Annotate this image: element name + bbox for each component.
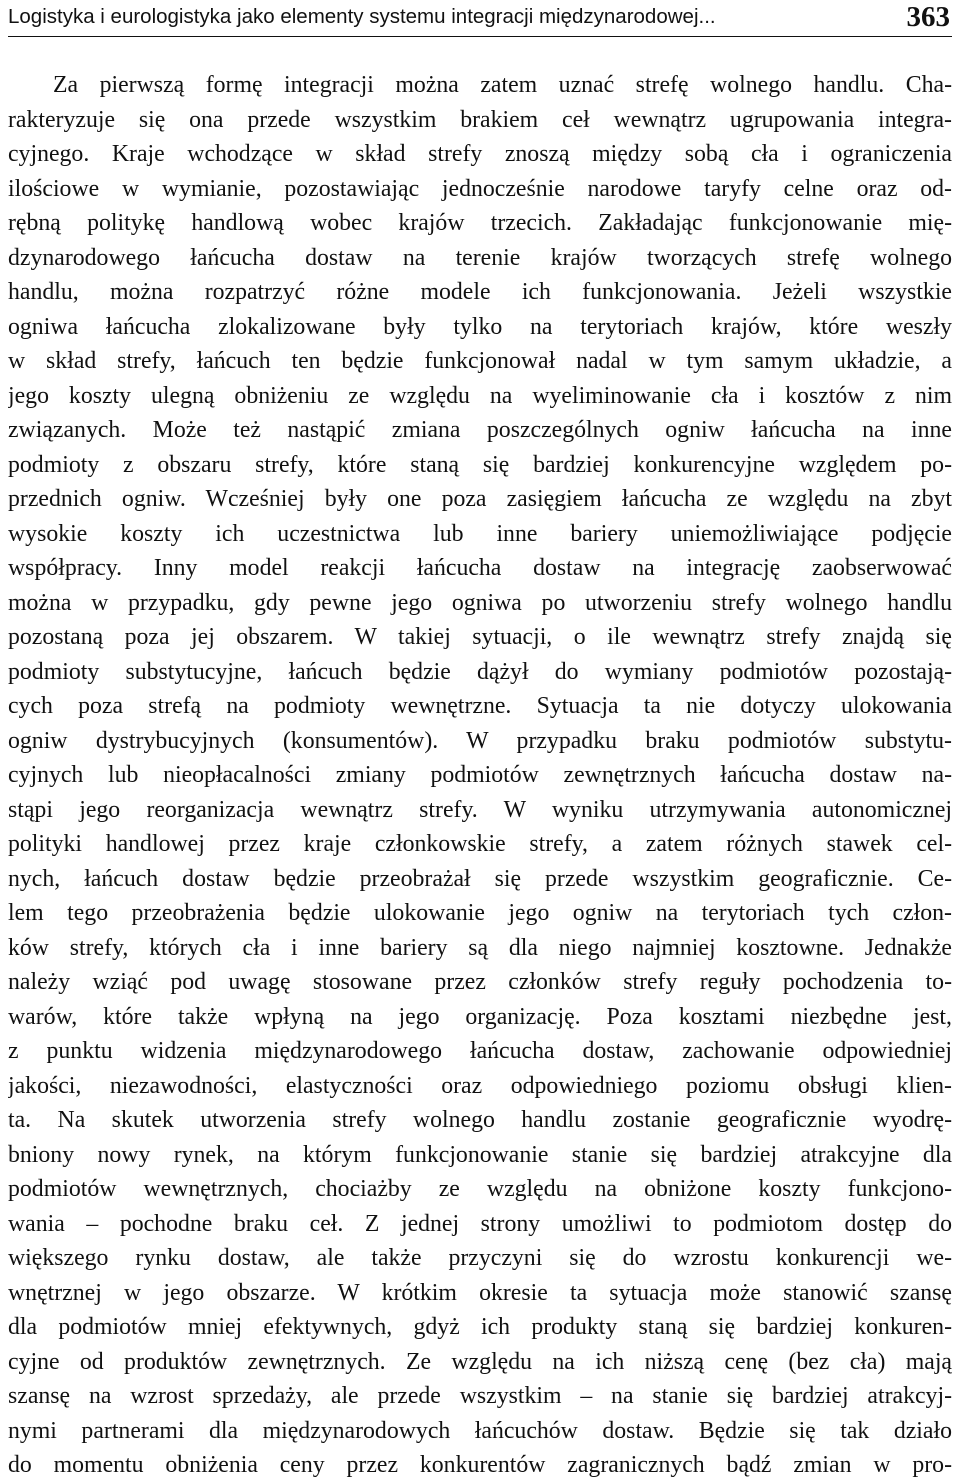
text-line: ków strefy, których cła i inne bariery są dla niego najmniej kosztowne. Jednakże: [8, 934, 952, 961]
text-line: dzynarodowego łańcucha dostaw na terenie krajów tworzących strefę wolnego: [8, 244, 952, 271]
text-line: wnętrznej w jego obszarze. W krótkim okresie ta sytuacja może stanowić szansę: [8, 1279, 952, 1306]
text-line: rębną politykę handlową wobec krajów trzecich. Zakładając funkcjonowanie mię-: [8, 210, 952, 236]
text-line: dla podmiotów mniej efektywnych, gdyż ich produkty staną się bardziej konkuren-: [8, 1314, 952, 1340]
text-line: Za pierwszą formę integracji można zatem uznać strefę wolnego handlu. Cha-: [53, 72, 952, 98]
text-line: bniony nowy rynek, na którym funkcjonowanie stanie się bardziej atrakcyjne dla: [8, 1141, 952, 1168]
text-line: jego koszty ulegną obniżeniu ze względu na wyeliminowanie cła i kosztów z nim: [8, 382, 952, 409]
text-line: podmioty substytucyjne, łańcuch będzie dążył do wymiany podmiotów pozostają-: [8, 658, 952, 685]
text-line: warów, które także wpłyną na jego organizację. Poza kosztami niezbędne jest,: [8, 1003, 952, 1030]
text-line: polityki handlowej przez kraje członkowskie strefy, a zatem różnych stawek cel-: [8, 831, 952, 857]
text-line: podmiotów wewnętrznych, chociażby ze względu na obniżone koszty funkcjono-: [8, 1176, 952, 1202]
text-line: należy wziąć pod uwagę stosowane przez członków strefy reguły pochodzenia to-: [8, 969, 952, 995]
page-number: 363: [906, 1, 950, 33]
text-line: handlu, można rozpatrzyć różne modele ich funkcjonowania. Jeżeli wszystkie: [8, 279, 952, 305]
text-line: nych, łańcuch dostaw będzie przeobrażał się przede wszystkim geograficznie. Ce-: [8, 865, 952, 892]
text-line: cyjnego. Kraje wchodzące w skład strefy znoszą między sobą cła i ograniczenia: [8, 141, 952, 167]
text-line: większego rynku dostaw, ale także przyczyni się do wzrostu konkurencji we-: [8, 1245, 952, 1271]
text-line: do momentu obniżenia ceny przez konkurentów zagranicznych bądź zmian w pro-: [8, 1452, 952, 1478]
text-line: rakteryzuje się ona przede wszystkim brakiem ceł wewnątrz ugrupowania integra-: [8, 106, 952, 133]
text-line: cych poza strefą na podmioty wewnętrzne. Sytuacja ta nie dotyczy ulokowania: [8, 693, 952, 719]
text-line: wysokie koszty ich uczestnictwa lub inne bariery uniemożliwiające podjęcie: [8, 520, 952, 547]
body-paragraph: [8, 68, 952, 1483]
text-line: ogniw dystrybucyjnych (konsumentów). W przypadku braku podmiotów substytu-: [8, 727, 952, 754]
text-line: ilościowe w wymianie, pozostawiając jednocześnie narodowe taryfy celne oraz od-: [8, 175, 952, 202]
text-line: z punktu widzenia międzynarodowego łańcucha dostaw, zachowanie odpowiedniej: [8, 1038, 952, 1064]
text-line: ta. Na skutek utworzenia strefy wolnego handlu zostanie geograficznie wyodrę-: [8, 1107, 952, 1133]
text-line: wania – pochodne braku ceł. Z jednej strony umożliwi to podmiotom dostęp do: [8, 1210, 952, 1237]
text-line: w skład strefy, łańcuch ten będzie funkcjonował nadal w tym samym układzie, a: [8, 348, 952, 374]
text-line: przednich ogniw. Wcześniej były one poza zasięgiem łańcucha ze względu na zbyt: [8, 486, 952, 512]
text-line: podmioty z obszaru strefy, które staną się bardziej konkurencyjne względem po-: [8, 451, 952, 478]
text-line: nymi partnerami dla międzynarodowych łańcuchów dostaw. Będzie się tak działo: [8, 1417, 952, 1444]
text-line: lem tego przeobrażenia będzie ulokowanie jego ogniw na terytoriach tych człon-: [8, 900, 952, 926]
running-header-title: Logistyka i eurologistyka jako elementy systemu integracji międzynarodowej...: [8, 5, 716, 28]
text-line: cyjnych lub nieopłacalności zmiany podmiotów zewnętrznych łańcucha dostaw na-: [8, 762, 952, 788]
running-header: [8, 2, 952, 37]
text-line: cyjne od produktów zewnętrznych. Ze względu na ich niższą cenę (bez cła) mają: [8, 1348, 952, 1375]
text-line: stąpi jego reorganizacja wewnątrz strefy. W wyniku utrzymywania autonomicznej: [8, 796, 952, 823]
text-line: pozostaną poza jej obszarem. W takiej sytuacji, o ile wewnątrz strefy znajdą się: [8, 624, 952, 650]
text-line: szansę na wzrost sprzedaży, ale przede wszystkim – na stanie się bardziej atrakcyj-: [8, 1383, 952, 1409]
text-line: można w przypadku, gdy pewne jego ogniwa po utworzeniu strefy wolnego handlu: [8, 589, 952, 616]
text-line: ogniwa łańcucha zlokalizowane były tylko na terytoriach krajów, które weszły: [8, 313, 952, 340]
text-line: jakości, niezawodności, elastyczności oraz odpowiedniego poziomu obsługi klien-: [8, 1072, 952, 1099]
text-line: współpracy. Inny model reakcji łańcucha dostaw na integrację zaobserwować: [8, 555, 952, 581]
text-line: związanych. Może też nastąpić zmiana poszczególnych ogniw łańcucha na inne: [8, 417, 952, 443]
